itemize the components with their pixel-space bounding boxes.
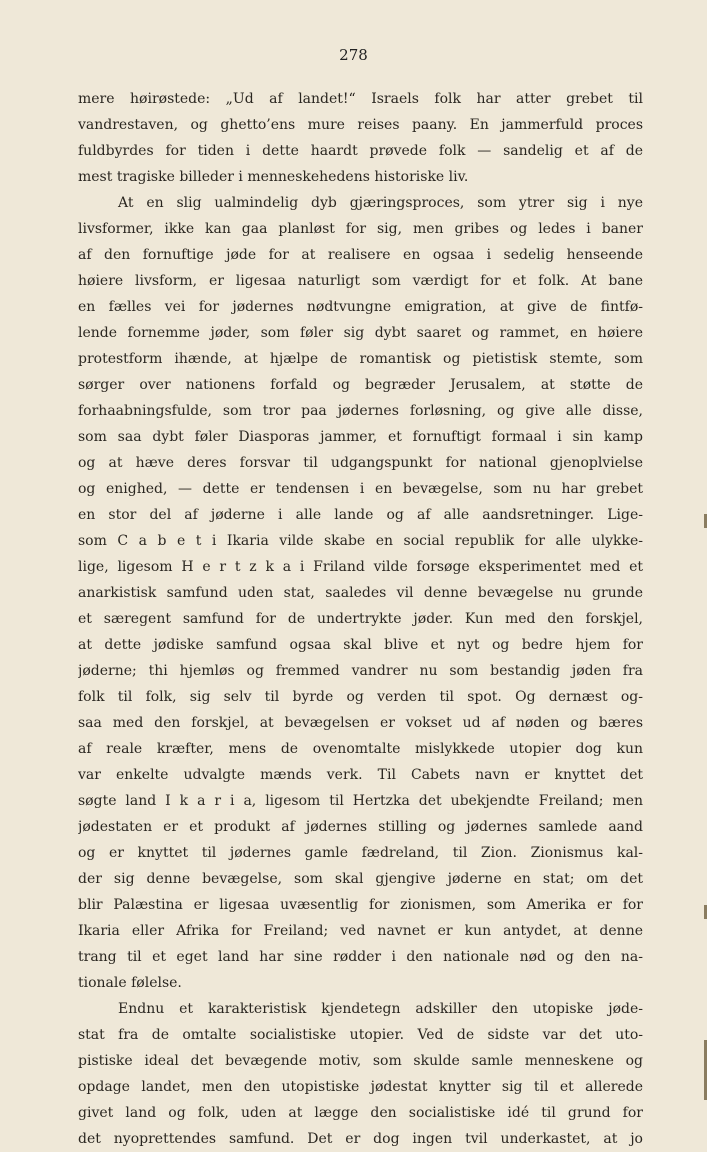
text-line: trang til et eget land har sine rødder i den nationale nød og den na- — [78, 949, 643, 965]
body-text — [78, 86, 643, 1152]
text-line: lige, ligesom H e r t z k a i Friland vilde forsøge eksperimentet med et — [78, 559, 643, 575]
text-line: høiere livsform, er ligesaa naturligt som værdigt for et folk. At bane — [78, 273, 643, 289]
text-line: anarkistisk samfund uden stat, saaledes vil denne bevægelse nu grunde — [78, 585, 643, 601]
text-line: et særegent samfund for de undertrykte jøder. Kun med den forskjel, — [78, 611, 643, 627]
text-line: forhaabningsfulde, som tror paa jødernes forløsning, og give alle disse, — [78, 403, 643, 419]
text-line: fuldbyrdes for tiden i dette haardt prøvede folk — sandelig et af de — [78, 143, 643, 159]
text-line: sørger over nationens forfald og begræder Jerusalem, at støtte de — [78, 377, 643, 393]
text-line: At en slig ualmindelig dyb gjæringsproces, som ytrer sig i nye — [118, 195, 643, 211]
text-line: som C a b e t i Ikaria vilde skabe en social republik for alle ulykke- — [78, 533, 643, 549]
text-line: som saa dybt føler Diasporas jammer, et fornuftigt formaal i sin kamp — [78, 429, 643, 445]
text-line: vandrestaven, og ghetto’ens mure reises paany. En jammerfuld proces — [78, 117, 643, 133]
text-line: jødestaten er et produkt af jødernes stilling og jødernes samlede aand — [78, 819, 643, 835]
text-line: opdage landet, men den utopistiske jødestat knytter sig til et allerede — [78, 1079, 643, 1095]
text-line: var enkelte udvalgte mænds verk. Til Cabets navn er knyttet det — [78, 767, 643, 783]
text-line: det nyoprettendes samfund. Det er dog ingen tvil underkastet, at jo — [78, 1131, 643, 1147]
text-line: Ikaria eller Afrika for Freiland; ved navnet er kun antydet, at denne — [78, 923, 643, 939]
text-line: mest tragiske billeder i menneskehedens historiske liv. — [78, 169, 469, 185]
text-line: og enighed, — dette er tendensen i en bevægelse, som nu har grebet — [78, 481, 643, 497]
text-line: Endnu et karakteristisk kjendetegn adskiller den utopiske jøde- — [118, 1001, 643, 1017]
text-line: mere høirøstede: „Ud af landet!“ Israels folk har atter grebet til — [78, 91, 643, 107]
text-line: livsformer, ikke kan gaa planløst for sig, men gribes og ledes i baner — [78, 221, 643, 237]
text-line: en stor del af jøderne i alle lande og af alle aandsretninger. Lige- — [78, 507, 643, 523]
text-line: folk til folk, sig selv til byrde og verden til spot. Og dernæst og- — [78, 689, 643, 705]
text-line: en fælles vei for jødernes nødtvungne emigration, at give de fintfø- — [78, 299, 643, 315]
page-number: 278 — [339, 46, 368, 64]
text-line: af den fornuftige jøde for at realisere en ogsaa i sedelig henseende — [78, 247, 643, 263]
text-line: at dette jødiske samfund ogsaa skal blive et nyt og bedre hjem for — [78, 637, 643, 653]
text-line: søgte land I k a r i a, ligesom til Hertzka det ubekjendte Freiland; men — [78, 793, 643, 809]
text-line: pistiske ideal det bevægende motiv, som skulde samle menneskene og — [78, 1053, 643, 1069]
text-line: der sig denne bevægelse, som skal gjengive jøderne en stat; om det — [78, 871, 643, 887]
text-line: jøderne; thi hjemløs og fremmed vandrer nu som bestandig jøden fra — [78, 663, 643, 679]
text-line: og er knyttet til jødernes gamle fædreland, til Zion. Zionismus kal- — [78, 845, 643, 861]
text-line: stat fra de omtalte socialistiske utopier. Ved de sidste var det uto- — [78, 1027, 643, 1043]
text-line: tionale følelse. — [78, 975, 182, 991]
text-line: lende fornemme jøder, som føler sig dybt saaret og rammet, en høiere — [78, 325, 643, 341]
text-line: blir Palæstina er ligesaa uvæsentlig for zionismen, som Amerika er for — [78, 897, 643, 913]
text-line: protestform ihænde, at hjælpe de romantisk og pietistisk stemte, som — [78, 351, 643, 367]
text-line: og at hæve deres forsvar til udgangspunkt for national gjenoplvielse — [78, 455, 643, 471]
text-line: givet land og folk, uden at lægge den socialistiske idé til grund for — [78, 1105, 643, 1121]
text-line: af reale kræfter, mens de ovenomtalte mislykkede utopier dog kun — [78, 741, 643, 757]
text-line: saa med den forskjel, at bevægelsen er vokset ud af nøden og bæres — [78, 715, 643, 731]
